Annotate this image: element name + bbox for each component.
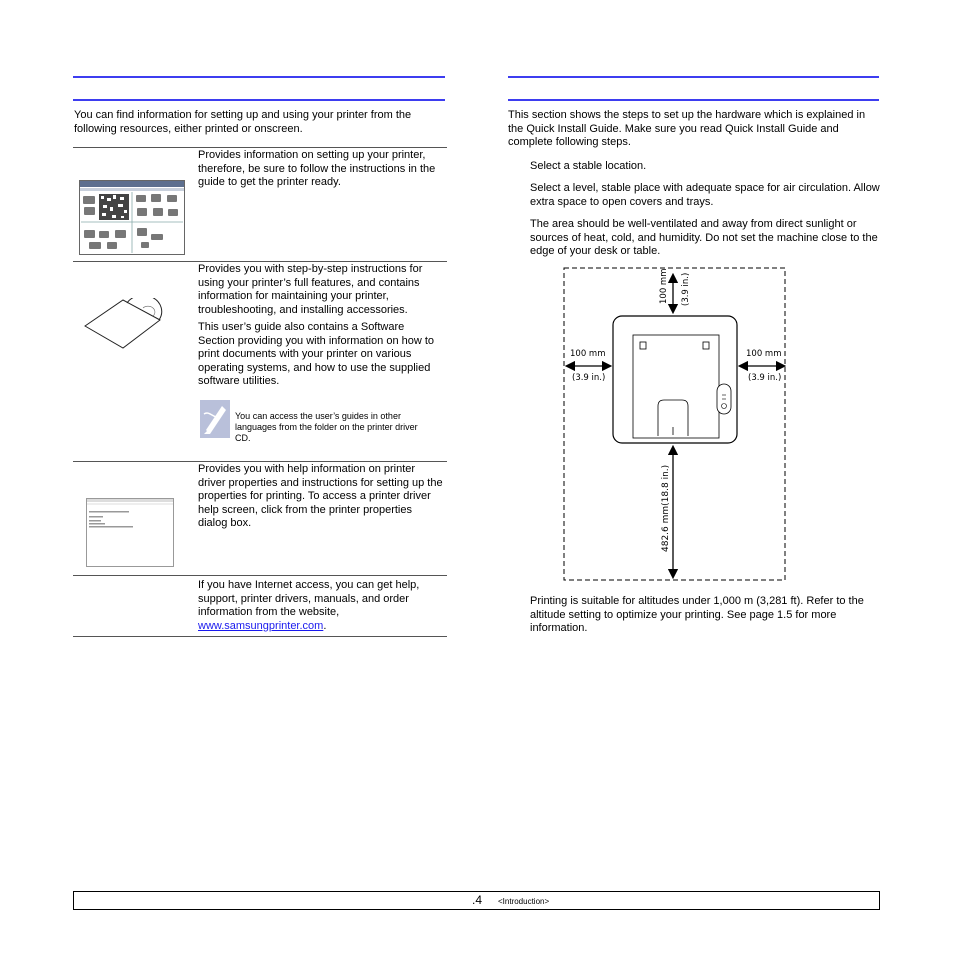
- page-number: .4: [472, 893, 483, 907]
- table-rule-4: [73, 575, 447, 576]
- resource-2-text: Provides you with step-by-step instructions for using your printer’s full features, and contains information for maintaining your printer, troubleshooting, and installing accessories.: [198, 263, 423, 316]
- left-in-label: (3.9 in.): [572, 373, 606, 383]
- samsung-printer-link[interactable]: www.samsungprinter.com: [198, 619, 324, 632]
- link-suffix: .: [323, 619, 327, 632]
- note-text: You can access the user’s guides in other languages from the folder on the printer driver CD.: [235, 411, 418, 443]
- resource-2-text2: This user’s guide also contains a Software Section providing you with information on how to print documents with your printer on various operating systems, and how to use the supplied software utilities.: [198, 321, 435, 388]
- cd-icon: [83, 298, 163, 350]
- page-footer: [73, 891, 880, 910]
- left-mm-label: 100 mm: [570, 349, 606, 359]
- clearance-diagram: [560, 264, 790, 584]
- right-mm-label: 100 mm: [746, 349, 782, 359]
- step-1-para-2: The area should be well-ventilated and away from direct sunlight or sources of heat, cold, and humidity. Do not set the machine close to the edge of your desk or table.: [530, 218, 878, 258]
- note-icon: [200, 400, 230, 438]
- printer-driver-help-thumbnail: [86, 498, 174, 568]
- left-intro: You can find information for setting up and using your printer from the following resources, either printed or onscreen.: [74, 109, 412, 135]
- front-label: 482.6 mm(18.8 in.): [661, 464, 671, 552]
- table-rule-5: [73, 636, 447, 637]
- right-intro: This section shows the steps to set up the hardware which is explained in the Quick Install Guide. Make sure you read Quick Install Guide and complete following steps.: [508, 109, 866, 149]
- right-header-rule-top: [508, 76, 879, 78]
- left-header-rule-top: [73, 76, 445, 78]
- altitude-para: Printing is suitable for altitudes under 1,000 m (3,281 ft). Refer to the altitude setting to optimize your printing. See page 1.5 for more information.: [530, 595, 864, 635]
- resource-3-text: Provides you with help information on printer driver properties and instructions for setting up the properties for printing. To access a printer driver help screen, click from the printer properties dialog box.: [198, 463, 443, 530]
- table-rule-3: [73, 461, 447, 462]
- table-rule-2: [73, 261, 447, 262]
- step-1-para-1: Select a level, stable place with adequate space for air circulation. Allow extra space to open covers and trays.: [530, 182, 880, 208]
- right-header-rule-bottom: [508, 99, 879, 101]
- section-name: <Introduction>: [498, 897, 550, 906]
- quick-install-guide-thumbnail: [79, 180, 185, 255]
- resource-4-text: [198, 579, 443, 633]
- step-1: Select a stable location.: [530, 160, 647, 172]
- table-rule-1: [73, 147, 447, 148]
- top-in-label: (3.9 in.): [681, 272, 691, 306]
- resource-4-body: If you have Internet access, you can get help, support, printer drivers, manuals, and order information from the website,: [198, 579, 420, 619]
- left-header-rule-bottom: [73, 99, 445, 101]
- right-in-label: (3.9 in.): [748, 373, 782, 383]
- top-mm-label: 100 mm: [659, 268, 669, 304]
- resource-1-text: Provides information on setting up your printer, therefore, be sure to follow the instructions in the guide to get the printer ready.: [198, 149, 436, 189]
